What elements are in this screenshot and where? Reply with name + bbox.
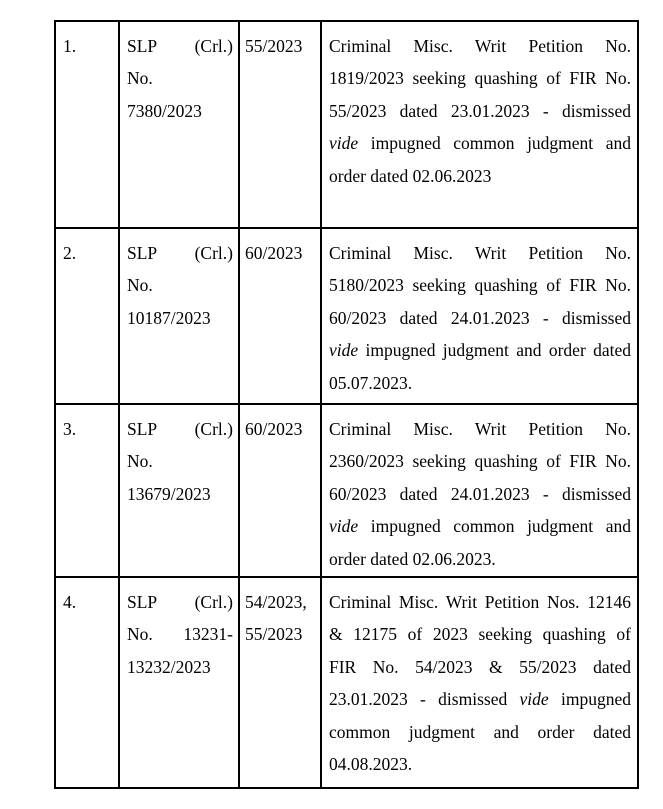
fir-number-cell <box>239 228 321 404</box>
italic-text: vide <box>329 516 359 537</box>
description-line <box>329 30 631 62</box>
description-text: Criminal Misc. Writ Petition No. <box>329 36 631 56</box>
serial-number: 2. <box>63 243 77 263</box>
cases-table <box>54 20 639 789</box>
serial-number: 4. <box>63 592 77 612</box>
description-line <box>329 543 631 575</box>
fir-number-cell <box>239 21 321 228</box>
slp-number-cell <box>119 404 239 577</box>
table-row <box>55 577 638 788</box>
slp-number-cell <box>119 21 239 228</box>
description-line <box>329 445 631 477</box>
serial-number-cell <box>55 404 119 577</box>
table-row <box>55 404 638 577</box>
fir-number-cell <box>239 404 321 577</box>
slp-number-line: SLP (Crl.) <box>127 419 233 439</box>
serial-number: 1. <box>63 36 77 56</box>
slp-number-line: 13232/2023 <box>127 656 211 677</box>
description-text: Criminal Misc. Writ Petition Nos. 12146 <box>329 592 631 612</box>
description-line <box>329 367 631 399</box>
description-line <box>329 269 631 301</box>
italic-text: vide <box>519 689 549 710</box>
description-text: impugned judgment and order dated <box>358 340 631 361</box>
description-text: 2360/2023 seeking quashing of FIR No. <box>329 451 631 472</box>
description-cell <box>321 577 638 788</box>
slp-number-line: 10187/2023 <box>127 307 211 328</box>
slp-number-line: No. <box>127 275 153 296</box>
description-line <box>329 586 631 618</box>
serial-number-cell <box>55 577 119 788</box>
serial-number-cell <box>55 228 119 404</box>
description-cell <box>321 404 638 577</box>
description-line <box>329 651 631 683</box>
slp-number-line: SLP (Crl.) <box>127 592 233 612</box>
slp-number-cell <box>119 228 239 404</box>
description-text: 55/2023 dated 23.01.2023 - dismissed <box>329 100 631 121</box>
description-text: 04.08.2023. <box>329 754 413 775</box>
fir-number: 54/2023, <box>245 592 307 612</box>
description-line <box>329 127 631 159</box>
description-line <box>329 62 631 94</box>
description-line <box>329 334 631 366</box>
description-line <box>329 413 631 445</box>
slp-number-line: No. <box>127 68 153 89</box>
description-text: 60/2023 dated 24.01.2023 - dismissed <box>329 483 631 504</box>
fir-number: 55/2023 <box>245 36 303 56</box>
description-text: common judgment and order dated <box>329 721 631 742</box>
description-cell <box>321 21 638 228</box>
description-line <box>329 716 631 748</box>
slp-number-line: SLP (Crl.) <box>127 243 233 263</box>
description-line <box>329 683 631 715</box>
description-line <box>329 302 631 334</box>
description-cell <box>321 228 638 404</box>
description-text: Criminal Misc. Writ Petition No. <box>329 419 631 439</box>
fir-number: 60/2023 <box>245 419 303 439</box>
description-line <box>329 478 631 510</box>
description-text: 05.07.2023. <box>329 372 413 393</box>
table-row <box>55 228 638 404</box>
description-line <box>329 237 631 269</box>
slp-number-cell <box>119 577 239 788</box>
description-text: impugned common judgment and <box>358 516 631 537</box>
description-text: impugned <box>548 689 631 710</box>
description-line <box>329 95 631 127</box>
cases-table-body <box>55 21 638 788</box>
slp-number-line: SLP (Crl.) <box>127 36 233 56</box>
fir-number-cell <box>239 577 321 788</box>
description-line <box>329 748 631 780</box>
serial-number: 3. <box>63 419 77 439</box>
description-text: 5180/2023 seeking quashing of FIR No. <box>329 275 631 296</box>
description-text: impugned common judgment and <box>358 133 631 154</box>
slp-number-line: No. 13231- <box>127 624 233 645</box>
serial-number-cell <box>55 21 119 228</box>
slp-number-line: 13679/2023 <box>127 483 211 504</box>
description-line <box>329 160 631 192</box>
description-text: order dated 02.06.2023. <box>329 548 496 569</box>
description-text: & 12175 of 2023 seeking quashing of <box>329 624 631 645</box>
description-line <box>329 510 631 542</box>
slp-number-line: 7380/2023 <box>127 100 202 121</box>
description-text: 60/2023 dated 24.01.2023 - dismissed <box>329 307 631 328</box>
description-text: Criminal Misc. Writ Petition No. <box>329 243 631 263</box>
italic-text: vide <box>329 133 359 154</box>
description-text: order dated 02.06.2023 <box>329 165 492 186</box>
description-text: FIR No. 54/2023 & 55/2023 dated <box>329 656 631 677</box>
description-line <box>329 618 631 650</box>
fir-number: 55/2023 <box>245 624 303 645</box>
description-text: 1819/2023 seeking quashing of FIR No. <box>329 68 631 89</box>
fir-number: 60/2023 <box>245 243 303 263</box>
italic-text: vide <box>329 340 359 361</box>
slp-number-line: No. <box>127 451 153 472</box>
table-row <box>55 21 638 228</box>
description-text: 23.01.2023 - dismissed <box>329 689 520 710</box>
